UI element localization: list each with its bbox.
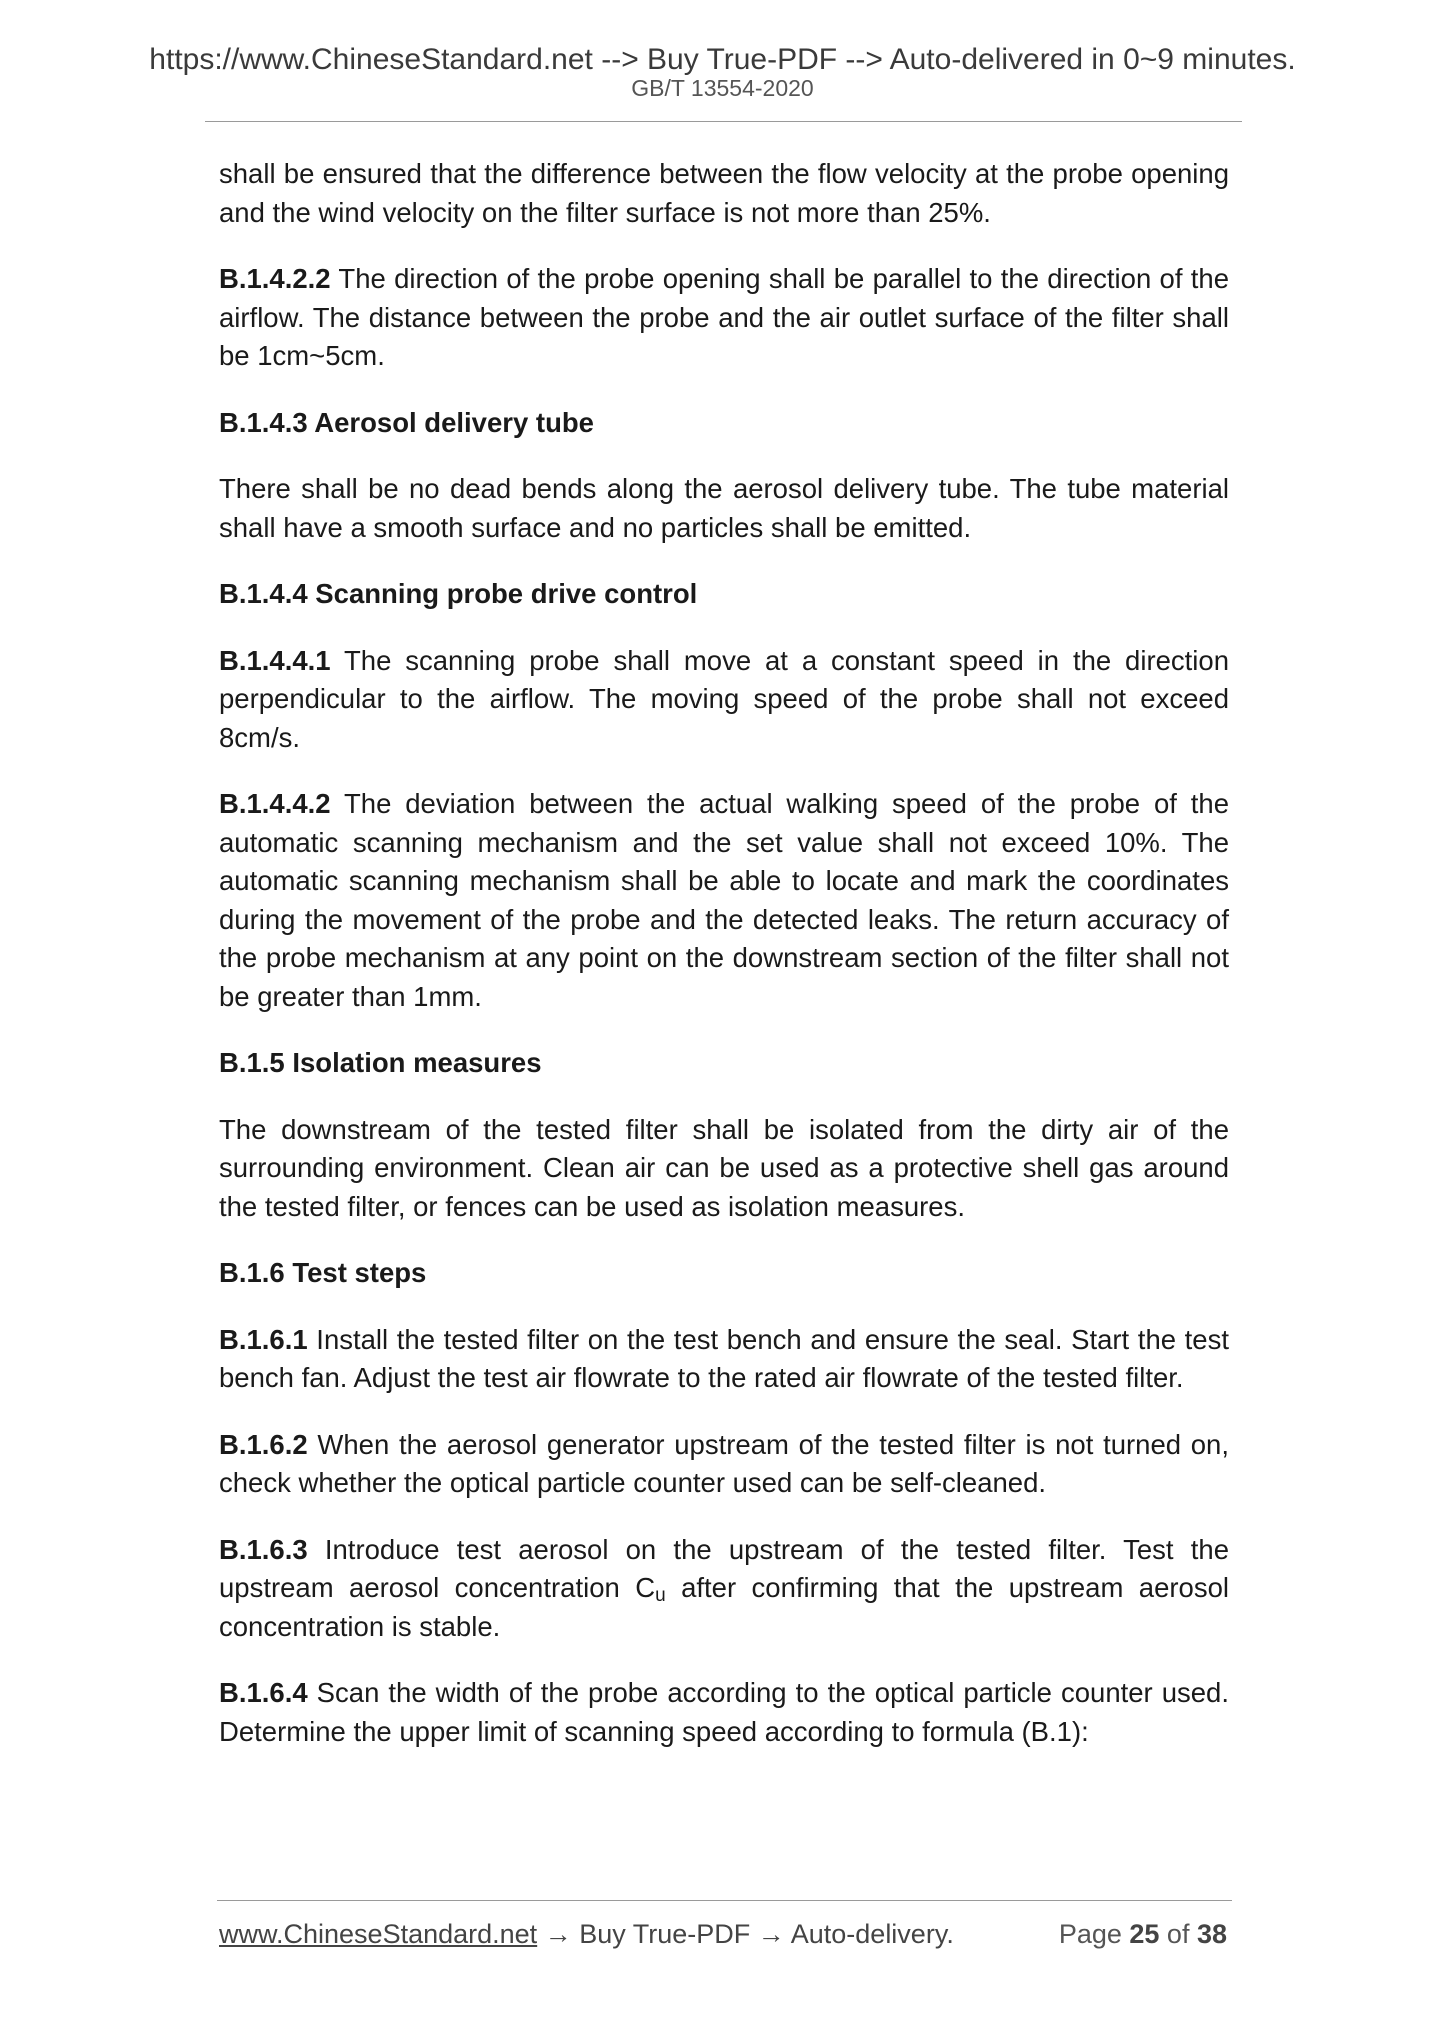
clause-text: When the aerosol generator upstream of the tested filter is not turned on, check whether the optical particle counter used can be self-cleaned.	[219, 1428, 1229, 1498]
footer-source	[219, 1917, 954, 1951]
subscript: u	[655, 1585, 666, 1606]
clause-number: B.1.6.1	[219, 1323, 308, 1355]
clause-number: B.1.4.4.1	[219, 644, 331, 676]
clause-number: B.1.4.2.2	[219, 263, 331, 294]
header-divider	[205, 121, 1242, 122]
clause-b-1-6-1	[219, 1321, 1229, 1398]
heading-b-1-4-3: B.1.4.3 Aerosol delivery tube	[219, 406, 594, 438]
of-word: of	[1159, 1919, 1197, 1949]
clause-number: B.1.6.4	[219, 1677, 308, 1708]
clause-b-1-6-4	[219, 1674, 1229, 1751]
clause-text-continued: after confirming that the upstream aerosol concentration is stable.	[219, 1572, 1229, 1642]
site-link[interactable]: www.ChineseStandard.net	[219, 1919, 538, 1949]
clause-b-1-4-4-1	[219, 642, 1229, 758]
page-word: Page	[1058, 1919, 1130, 1949]
source-banner: https://www.ChineseStandard.net --> Buy True-PDF --> Auto-delivered in 0~9 minutes.	[149, 43, 1296, 76]
heading-b-1-4-4: B.1.4.4 Scanning probe drive control	[219, 578, 698, 609]
clause-number: B.1.6.2	[219, 1428, 308, 1460]
clause-text: The deviation between the actual walking speed of the probe of the automatic scanning mechanism and the set value shall not exceed 10%. The automatic scanning mechanism shall be able to locate and mark the coordinates during the movement of the probe and the detected leaks. The return accuracy of the probe mechanism at any point on the downstream section of the filter shall not be greater than 1mm.	[219, 788, 1229, 1012]
clause-b-1-6-3	[219, 1531, 1229, 1647]
clause-text: Scan the width of the probe according to the optical particle counter used. Determine the upper limit of scanning speed according to formula (B.1):	[219, 1677, 1229, 1747]
paragraph-continued: shall be ensured that the difference between the flow velocity at the probe opening and the wind velocity on the filter surface is not more than 25%.	[219, 158, 1229, 228]
clause-text: Introduce test aerosol on the upstream of the tested filter. Test the upstream aerosol concentration C	[219, 1533, 1229, 1603]
paragraph-isolation: The downstream of the tested filter shall be isolated from the dirty air of the surrounding environment. Clean air can be used as a protective shell gas around the tested filter, or fences can be used as isolation measures.	[219, 1113, 1229, 1222]
current-page: 25	[1129, 1919, 1160, 1949]
clause-number: B.1.4.4.2	[219, 788, 331, 819]
footer-divider	[217, 1900, 1232, 1901]
clause-b-1-4-2-2	[219, 260, 1229, 376]
clause-number: B.1.6.3	[219, 1533, 308, 1565]
page-indicator	[1059, 1917, 1227, 1951]
heading-b-1-5: B.1.5 Isolation measures	[219, 1047, 542, 1078]
clause-text: The scanning probe shall move at a constant speed in the direction perpendicular to the airflow. The moving speed of the probe shall not exceed 8cm/s.	[219, 644, 1229, 753]
clause-b-1-4-4-2	[219, 785, 1229, 1016]
footer-tagline: → Buy True-PDF → Auto-delivery.	[537, 1919, 954, 1949]
clause-b-1-6-2	[219, 1426, 1229, 1503]
document-code: GB/T 13554-2020	[631, 75, 814, 101]
clause-text: The direction of the probe opening shall be parallel to the direction of the airflow. The distance between the probe and the air outlet surface of the filter shall be 1cm~5cm.	[219, 263, 1229, 371]
page-body	[219, 155, 1229, 1779]
paragraph-aerosol-tube: There shall be no dead bends along the aerosol delivery tube. The tube material shall have a smooth surface and no particles shall be emitted.	[219, 473, 1229, 543]
clause-text: Install the tested filter on the test bench and ensure the seal. Start the test bench fan. Adjust the test air flowrate to the rated air flowrate of the tested filter.	[219, 1323, 1229, 1393]
total-pages: 38	[1196, 1919, 1227, 1949]
heading-b-1-6: B.1.6 Test steps	[219, 1257, 427, 1288]
